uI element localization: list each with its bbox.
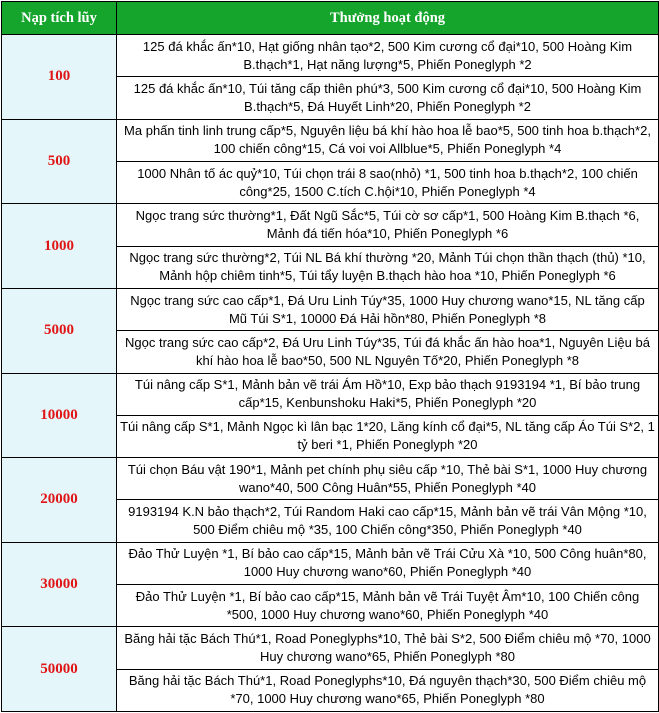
tier-amount: 1000 bbox=[2, 204, 117, 289]
reward-cell: Ma phấn tinh linh trung cấp*5, Nguyên liệu bá khí hào hoa lễ bao*5, 500 tinh hoa b.thạch*2, 100 chiến công*15, Cá voi voi Allblue*5, Phiến Poneglyph *4 bbox=[117, 119, 659, 161]
reward-cell: Túi chọn Báu vật 190*1, Mảnh pet chính phụ siêu cấp *10, Thẻ bài S*1, 1000 Huy chương wano*40, 500 Công Huân*55, Phiến Poneglyph *40 bbox=[117, 458, 659, 500]
reward-cell: Ngọc trang sức cao cấp*1, Đá Uru Linh Túy*35, 1000 Huy chương wano*15, NL tăng cấp Mũ Túi S*1, 10000 Đá Hải hồn*80, Phiến Poneglyph *8 bbox=[117, 288, 659, 330]
tier-amount: 5000 bbox=[2, 288, 117, 373]
reward-cell: 125 đá khắc ấn*10, Túi tăng cấp thiên phú*3, 500 Kim cương cổ đại*10, 500 Hoàng Kim B.thạch*5, Đá Huyết Linh*20, Phiến Poneglyph *2 bbox=[117, 77, 659, 119]
table-row bbox=[2, 373, 659, 415]
reward-cell: Ngọc trang sức cao cấp*2, Đá Uru Linh Túy*35, Túi đá khắc ấn hào hoa*1, Nguyên Liệu bá khí hào hoa lễ bao*50, 500 NL Nguyên Tố*20, Phiến Poneglyph *8 bbox=[117, 331, 659, 373]
rewards-table bbox=[1, 1, 659, 712]
reward-cell: Túi nâng cấp S*1, Mảnh bản vẽ trái Ám Hồ*10, Exp bảo thạch 9193194 *1, Bí bảo trung cấp*15, Kenbunshoku Haki*5, Phiến Poneglyph *20 bbox=[117, 373, 659, 415]
table-body bbox=[2, 35, 659, 712]
table-row bbox=[2, 288, 659, 330]
header-reward: Thưởng hoạt động bbox=[117, 2, 659, 35]
table-row bbox=[2, 542, 659, 584]
tier-amount: 20000 bbox=[2, 458, 117, 543]
reward-cell: Băng hải tặc Bách Thú*1, Road Poneglyphs*10, Thẻ bài S*2, 500 Điểm chiêu mộ *70, 1000 Huy chương wano*65, Phiến Poneglyph *80 bbox=[117, 627, 659, 669]
table-row bbox=[2, 204, 659, 246]
reward-cell: Đảo Thử Luyện *1, Bí bảo cao cấp*15, Mảnh bản vẽ Trái Cửu Xà *10, 500 Công huân*80, 1000 Huy chương wano*60, Phiến Poneglyph *40 bbox=[117, 542, 659, 584]
reward-cell: Ngọc trang sức thường*1, Đất Ngũ Sắc*5, Túi cờ sơ cấp*1, 500 Hoàng Kim B.thạch *6, Mảnh đá tiến hóa*10, Phiến Poneglyph *6 bbox=[117, 204, 659, 246]
reward-cell: Túi nâng cấp S*1, Mảnh Ngọc kì lân bạc 1*20, Lăng kính cổ đại*5, NL tăng cấp Áo Túi S*2, 1 tỷ beri *1, Phiến Poneglyph *20 bbox=[117, 415, 659, 457]
table-row bbox=[2, 35, 659, 77]
reward-cell: 125 đá khắc ấn*10, Hạt giống nhân tạo*2, 500 Kim cương cổ đại*10, 500 Hoàng Kim B.thạch*1, Hạt năng lượng*5, Phiến Poneglyph *2 bbox=[117, 35, 659, 77]
header-tier: Nạp tích lũy bbox=[2, 2, 117, 35]
tier-amount: 100 bbox=[2, 35, 117, 120]
table-row bbox=[2, 627, 659, 669]
tier-amount: 10000 bbox=[2, 373, 117, 458]
tier-amount: 30000 bbox=[2, 542, 117, 627]
table-row bbox=[2, 458, 659, 500]
reward-cell: Băng hải tặc Bách Thú*1, Road Poneglyphs*10, Đá nguyên thạch*30, 500 Điểm chiêu mộ *70, 1000 Huy chương wano*65, Phiến Poneglyph *80 bbox=[117, 669, 659, 711]
table-header-row bbox=[2, 2, 659, 35]
reward-cell: Đảo Thử Luyện *1, Bí bảo cao cấp*15, Mảnh bản vẽ Trái Tuyệt Âm*10, 100 Chiến công *500, 1000 Huy chương wano*60, Phiến Poneglyph *40 bbox=[117, 585, 659, 627]
tier-amount: 500 bbox=[2, 119, 117, 204]
table-row bbox=[2, 119, 659, 161]
reward-cell: Ngọc trang sức thường*2, Túi NL Bá khí thường *20, Mảnh Túi chọn thần thạch (thủ) *10, Mảnh hộp chiêm tinh*5, Túi tẩy luyện B.thạch hào hoa *10, Phiến Poneglyph *6 bbox=[117, 246, 659, 288]
reward-cell: 9193194 K.N bảo thạch*2, Túi Random Haki cao cấp*15, Mảnh bản vẽ trái Vân Mộng *10, 500 Điểm chiêu mộ *35, 100 Chiến công*350, Phiến Poneglyph *40 bbox=[117, 500, 659, 542]
tier-amount: 50000 bbox=[2, 627, 117, 712]
reward-cell: 1000 Nhân tố ác quỷ*10, Túi chọn trái 8 sao(nhỏ) *1, 500 tinh hoa b.thạch*2, 100 chiến công*25, 1500 C.tích C.hội*10, Phiến Poneglyph *4 bbox=[117, 161, 659, 203]
